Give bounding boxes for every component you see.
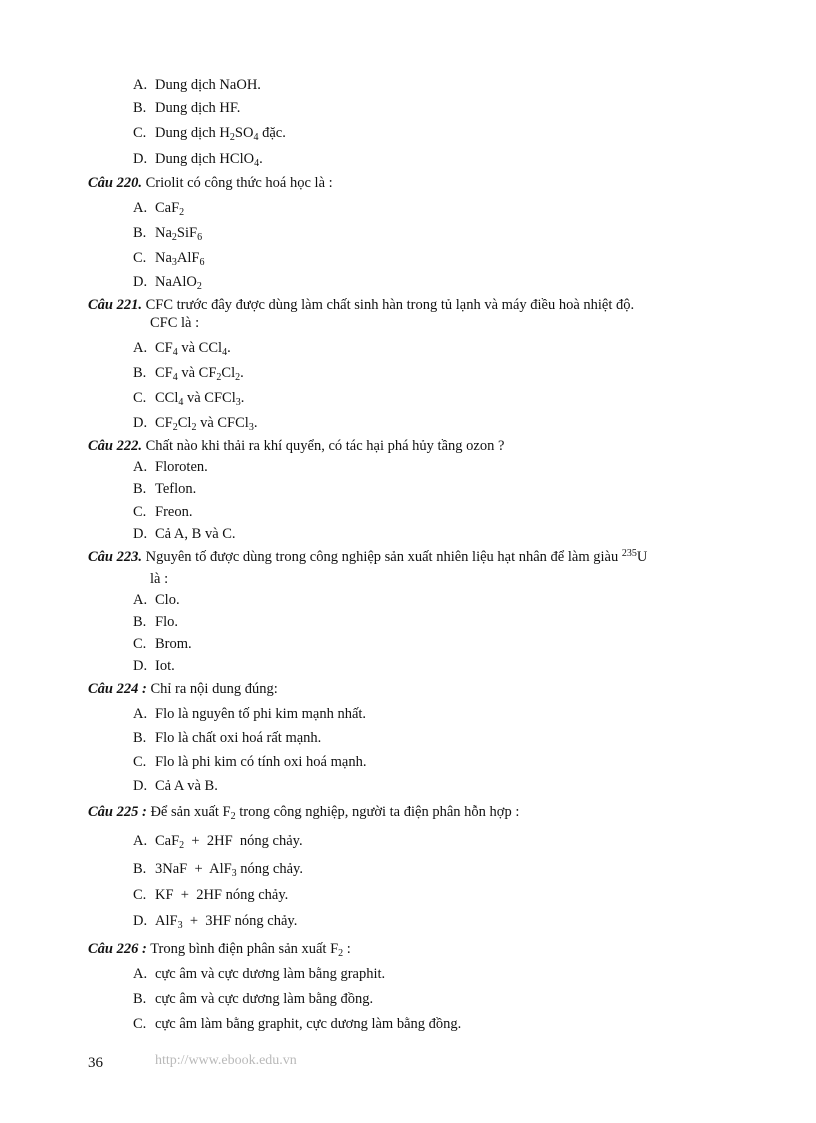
text-run: cực âm làm bằng graphit, cực dương làm bằng đồng. (155, 1016, 462, 1032)
text-run: đặc. (258, 125, 286, 141)
answer-option (133, 1015, 461, 1033)
option-label: D. (133, 415, 148, 431)
option-label: B. (133, 861, 147, 877)
subscript: 4 (222, 347, 228, 358)
question-number: Câu 225 : (88, 804, 147, 820)
text-run: Cl (221, 365, 236, 381)
text-run: CCl (155, 390, 179, 406)
answer-option (133, 705, 366, 723)
text-run: NaAlO (155, 274, 197, 290)
text-run: CaF (155, 833, 180, 849)
text-run: CFC là : (150, 315, 200, 331)
answer-option (133, 990, 373, 1008)
text-run: : (343, 941, 351, 957)
subscript: 3 (235, 397, 241, 408)
text-run: Cl (177, 415, 192, 431)
subscript: 6 (199, 257, 205, 268)
text-run: Floroten. (155, 459, 208, 475)
option-label: B. (133, 225, 147, 241)
text-run: CF (155, 415, 173, 431)
text-run: CF (155, 340, 173, 356)
subscript: 2 (230, 811, 236, 822)
option-label: B. (133, 614, 147, 630)
text-run: Flo là phi kim có tính oxi hoá mạnh. (155, 754, 367, 770)
text-run: Clo. (155, 592, 180, 608)
answer-option (133, 657, 175, 675)
question-stem (88, 548, 647, 566)
text-run: + 2HF nóng chảy. (184, 833, 303, 849)
text-run: AlF (176, 250, 200, 266)
option-label: A. (133, 340, 148, 356)
text-run: . (240, 390, 245, 406)
question-number: Câu 224 : (88, 681, 147, 697)
question-stem (88, 940, 351, 958)
text-run: và CF (177, 365, 217, 381)
subscript: 2 (171, 232, 177, 243)
subscript: 2 (229, 132, 235, 143)
option-label: C. (133, 887, 147, 903)
answer-option (133, 76, 261, 94)
option-label: C. (133, 125, 147, 141)
option-label: B. (133, 100, 147, 116)
option-label: A. (133, 966, 148, 982)
answer-option (133, 480, 196, 498)
option-label: A. (133, 706, 148, 722)
option-label: B. (133, 730, 147, 746)
answer-option (133, 99, 240, 117)
text-run: cực âm và cực dương làm bằng graphit. (155, 966, 386, 982)
option-label: D. (133, 274, 148, 290)
option-label: D. (133, 913, 148, 929)
text-run: CF (155, 365, 173, 381)
text-run: Chất nào khi thải ra khí quyển, có tác hại phá hủy tầng ozon ? (142, 438, 505, 454)
answer-option (133, 249, 205, 267)
text-run: Trong bình điện phân sản xuất F (146, 941, 339, 957)
option-label: C. (133, 754, 147, 770)
text-run: và CFCl (183, 390, 236, 406)
option-label: D. (133, 151, 148, 167)
question-number: Câu 223. (88, 549, 142, 565)
text-run: U (636, 549, 648, 565)
answer-option (133, 224, 202, 242)
answer-option (133, 832, 303, 850)
option-label: A. (133, 833, 148, 849)
question-stem (88, 680, 278, 698)
answer-option (133, 860, 303, 878)
text-run: KF + 2HF nóng chảy. (155, 887, 289, 903)
option-label: C. (133, 1016, 147, 1032)
text-run: Để sản xuất F (146, 804, 231, 820)
text-run: Cả A, B và C. (155, 526, 236, 542)
subscript: 3 (248, 422, 254, 433)
answer-option (133, 912, 297, 930)
answer-option (133, 364, 244, 382)
option-label: C. (133, 250, 147, 266)
answer-option (133, 414, 257, 432)
question-number: Câu 222. (88, 438, 142, 454)
text-run: là : (150, 571, 169, 587)
subscript: 2 (196, 281, 202, 292)
text-run: CaF (155, 200, 180, 216)
subscript: 2 (191, 422, 197, 433)
text-run: Dung dịch NaOH. (155, 77, 261, 93)
option-label: C. (133, 636, 147, 652)
subscript: 2 (216, 372, 222, 383)
answer-option (133, 150, 263, 168)
text-run: Chỉ ra nội dung đúng: (146, 681, 278, 697)
text-run: SiF (176, 225, 198, 241)
text-run: Na (155, 250, 172, 266)
answer-option (133, 124, 286, 142)
text-run: và CFCl (196, 415, 249, 431)
superscript: 235 (621, 548, 637, 559)
option-label: A. (133, 77, 148, 93)
answer-option (133, 339, 231, 357)
answer-option (133, 273, 202, 291)
answer-option (133, 613, 178, 631)
option-label: C. (133, 390, 147, 406)
answer-option (133, 503, 192, 521)
subscript: 3 (177, 920, 183, 931)
subscript: 6 (197, 232, 203, 243)
option-label: C. (133, 504, 147, 520)
subscript: 4 (172, 347, 178, 358)
option-label: D. (133, 778, 148, 794)
subscript: 4 (172, 372, 178, 383)
text-run: Flo là nguyên tố phi kim mạnh nhất. (155, 706, 367, 722)
answer-option (133, 389, 244, 407)
option-label: B. (133, 991, 147, 1007)
question-number: Câu 226 : (88, 941, 147, 957)
text-run: Iot. (155, 658, 175, 674)
subscript: 4 (254, 158, 260, 169)
text-run: trong công nghiệp, người ta điện phân hỗn hợp : (235, 804, 520, 820)
text-run: 3NaF + AlF (155, 861, 232, 877)
subscript: 2 (235, 372, 241, 383)
subscript: 2 (172, 422, 178, 433)
text-run: . (259, 151, 263, 167)
text-run: Brom. (155, 636, 192, 652)
subscript: 2 (179, 207, 185, 218)
subscript: 2 (179, 840, 185, 851)
subscript: 2 (338, 948, 344, 959)
option-label: A. (133, 459, 148, 475)
question-stem (88, 437, 504, 455)
text-run: . (253, 415, 258, 431)
question-number: Câu 220. (88, 175, 142, 191)
answer-option (133, 458, 208, 476)
question-stem (88, 174, 333, 192)
option-label: D. (133, 658, 148, 674)
text-run: Flo. (155, 614, 178, 630)
text-run: + 3HF nóng chảy. (182, 913, 298, 929)
text-run: . (240, 365, 244, 381)
option-label: A. (133, 200, 148, 216)
text-run: và CCl (177, 340, 223, 356)
answer-option (133, 525, 236, 543)
option-label: B. (133, 365, 147, 381)
text-run: Dung dịch HClO (155, 151, 255, 167)
text-run: Na (155, 225, 172, 241)
text-run: Flo là chất oxi hoá rất mạnh. (155, 730, 322, 746)
answer-option (133, 965, 385, 983)
text-run: AlF (155, 913, 178, 929)
text-run: Dung dịch H (155, 125, 230, 141)
answer-option (133, 753, 366, 771)
subscript: 4 (178, 397, 184, 408)
subscript: 3 (171, 257, 177, 268)
subscript: 4 (253, 132, 259, 143)
answer-option (133, 886, 288, 904)
footer-url: http://www.ebook.edu.vn (155, 1053, 297, 1068)
option-label: B. (133, 481, 147, 497)
option-label: D. (133, 526, 148, 542)
question-stem (88, 296, 634, 314)
question-stem (88, 803, 519, 821)
text-run: CFC trước đây được dùng làm chất sinh hàn trong tủ lạnh và máy điều hoà nhiệt độ. (142, 297, 635, 313)
text-run: cực âm và cực dương làm bằng đồng. (155, 991, 374, 1007)
question-number: Câu 221. (88, 297, 142, 313)
answer-option (133, 199, 184, 217)
option-label: A. (133, 592, 148, 608)
question-stem-continued (150, 314, 199, 332)
text-run: Nguyên tố được dùng trong công nghiệp sản xuất nhiên liệu hạt nhân để làm giàu (142, 549, 622, 565)
text-run: SO (234, 125, 254, 141)
text-run: Criolit có công thức hoá học là : (142, 175, 333, 191)
page-number: 36 (88, 1055, 103, 1071)
text-run: Cả A và B. (155, 778, 218, 794)
answer-option (133, 729, 321, 747)
text-run: Dung dịch HF. (155, 100, 241, 116)
text-run: nóng chảy. (236, 861, 303, 877)
text-run: . (227, 340, 231, 356)
question-stem-continued (150, 570, 168, 588)
subscript: 3 (231, 868, 237, 879)
answer-option (133, 635, 192, 653)
answer-option (133, 777, 218, 795)
answer-option (133, 591, 180, 609)
text-run: Teflon. (155, 481, 197, 497)
text-run: Freon. (155, 504, 193, 520)
